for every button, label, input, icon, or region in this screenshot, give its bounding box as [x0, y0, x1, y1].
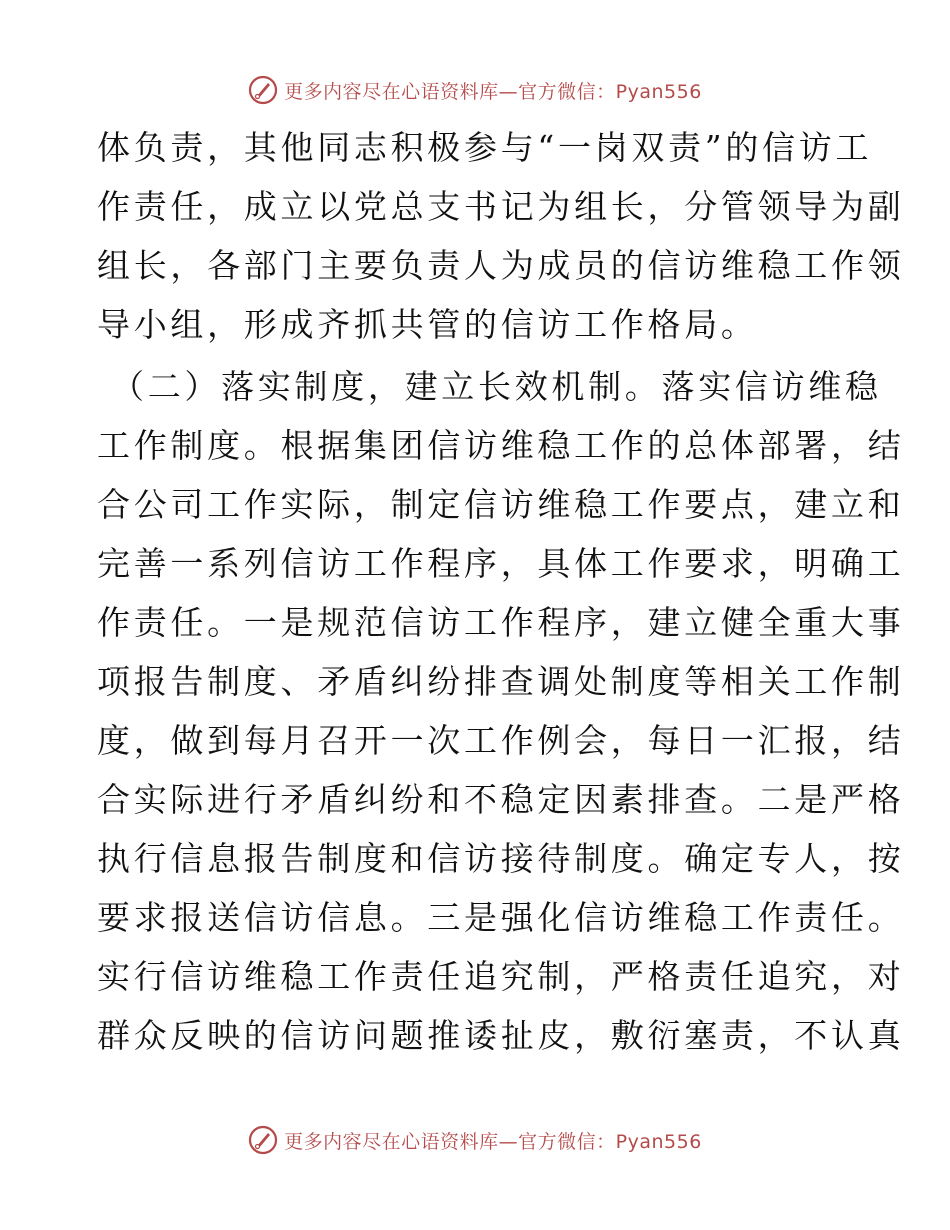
text-line: 完善一系列信访工作程序，具体工作要求，明确工 — [97, 544, 905, 583]
text-line: 组长，各部门主要负责人为成员的信访维稳工作领 — [97, 246, 905, 285]
header-banner — [0, 70, 950, 110]
document-body — [97, 118, 905, 1065]
footer-banner — [0, 1120, 950, 1160]
text-line: 执行信息报告制度和信访接待制度。确定专人，按 — [97, 839, 905, 878]
section-heading-line: （二）落实制度，建立长效机制。落实信访维稳 — [111, 367, 882, 406]
text-line: 项报告制度、矛盾纠纷排查调处制度等相关工作制 — [97, 662, 905, 701]
text-line: 度，做到每月召开一次工作例会，每日一汇报，结 — [97, 721, 905, 760]
paragraph — [97, 118, 905, 354]
text-line: 合公司工作实际，制定信访维稳工作要点，建立和 — [97, 485, 905, 524]
quill-seal-icon — [248, 1125, 278, 1155]
text-line: 实行信访维稳工作责任追究制，严格责任追究，对 — [97, 957, 905, 996]
text-line: 合实际进行矛盾纠纷和不稳定因素排查。二是严格 — [97, 780, 905, 819]
text-line: 作责任。一是规范信访工作程序，建立健全重大事 — [97, 603, 905, 642]
banner-text: 更多内容尽在心语资料库—官方微信：Pyan556 — [284, 1130, 702, 1153]
text-line: 要求报送信访信息。三是强化信访维稳工作责任。 — [97, 898, 905, 937]
banner-text: 更多内容尽在心语资料库—官方微信：Pyan556 — [284, 80, 702, 103]
quill-seal-icon — [248, 75, 278, 105]
text-line: 群众反映的信访问题推诿扯皮，敷衍塞责，不认真 — [97, 1016, 905, 1055]
text-line: 体负责，其他同志积极参与“一岗双责”的信访工 — [97, 128, 873, 167]
text-line: 导小组，形成齐抓共管的信访工作格局。 — [97, 305, 758, 344]
text-line: 作责任，成立以党总支书记为组长，分管领导为副 — [97, 187, 905, 226]
paragraph — [97, 357, 905, 1065]
text-line: 工作制度。根据集团信访维稳工作的总体部署，结 — [97, 426, 905, 465]
